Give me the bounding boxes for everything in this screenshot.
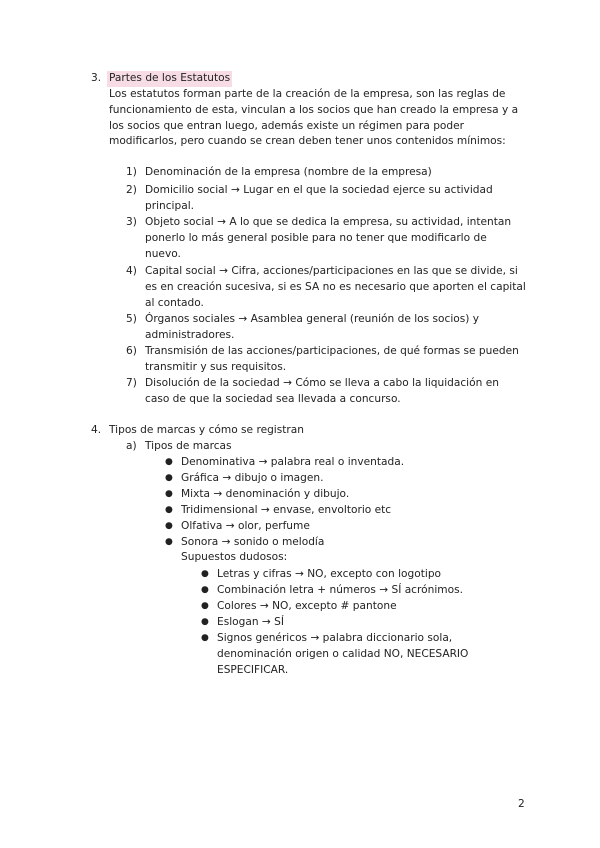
list-item: [145, 264, 526, 311]
list-item: [145, 312, 479, 344]
doubtful-case-item: Eslogan → SÍ: [217, 616, 285, 628]
bullet-icon: ●: [165, 521, 173, 531]
list-item-line: Capital social → Cifra, acciones/participaciones en las que se divide, si: [145, 265, 518, 277]
list-item-line: Domicilio social → Lugar en el que la sociedad ejerce su actividad: [145, 184, 493, 196]
list-item-line: Transmisión de las acciones/participaciones, de qué formas se pueden: [145, 345, 519, 357]
doubtful-cases-title: Supuestos dudosos:: [181, 551, 288, 563]
list-item: [145, 376, 499, 408]
intro-line: modificarlos, pero cuando se crean deben tener unos contenidos mínimos:: [109, 135, 506, 148]
brand-type-item: Tridimensional → envase, envoltorio etc: [181, 504, 392, 516]
list-item-line: Disolución de la sociedad → Cómo se lleva a cabo la liquidación en: [145, 377, 499, 389]
subsection-label: a): [126, 440, 137, 452]
doubtful-case-item: Letras y cifras → NO, excepto con logotipo: [217, 568, 442, 580]
doubtful-case-item: Colores → NO, excepto # pantone: [217, 600, 397, 612]
list-item-number: 3): [126, 216, 137, 228]
intro-line: los socios que entran luego, además existe un régimen para poder: [109, 119, 464, 132]
page-number: 2: [518, 798, 525, 810]
doubtful-case-item: [217, 631, 468, 678]
list-item-number: 2): [126, 184, 137, 196]
list-item-number: 5): [126, 313, 137, 325]
list-item-line: al contado.: [145, 296, 204, 309]
list-item-line: Objeto social → A lo que se dedica la empresa, su actividad, intentan: [145, 216, 512, 228]
section-3-title: Partes de los Estatutos: [107, 71, 232, 87]
bullet-icon: ●: [165, 505, 173, 515]
doubtful-case-line: Signos genéricos → palabra diccionario sola,: [217, 632, 453, 644]
section-3-number: 3.: [91, 72, 102, 84]
section-4-title: Tipos de marcas y cómo se registran: [109, 424, 304, 436]
list-item-line: caso de que la sociedad sea llevada a concurso.: [145, 392, 401, 405]
bullet-icon: ●: [165, 537, 173, 547]
list-item-number: 4): [126, 265, 137, 277]
section-3-intro: [109, 87, 518, 150]
list-item: [145, 215, 511, 262]
list-item-number: 6): [126, 345, 137, 357]
list-item-line: principal.: [145, 199, 195, 212]
list-item-number: 7): [126, 377, 137, 389]
brand-type-item: Mixta → denominación y dibujo.: [181, 488, 350, 500]
intro-line: funcionamiento de esta, vinculan a los socios que han creado la empresa y a: [109, 103, 519, 116]
list-item: [145, 344, 519, 376]
brand-type-item: Sonora → sonido o melodía: [181, 536, 325, 548]
brand-type-item: Gráfica → dibujo o imagen.: [181, 472, 324, 484]
list-item-line: es en creación sucesiva, si es SA no es necesario que aporten el capital: [145, 280, 526, 293]
list-item-number: 1): [126, 166, 137, 178]
list-item-line: nuevo.: [145, 247, 181, 260]
list-item-line: transmitir y sus requisitos.: [145, 360, 287, 373]
intro-line: Los estatutos forman parte de la creación de la empresa, son las reglas de: [109, 88, 506, 100]
list-item-line: Denominación de la empresa (nombre de la empresa): [145, 166, 432, 178]
list-item-line: administradores.: [145, 328, 235, 341]
bullet-icon: ●: [201, 617, 209, 627]
doubtful-case-item: Combinación letra + números → SÍ acrónimos.: [217, 584, 463, 596]
subsection-title: Tipos de marcas: [145, 440, 232, 452]
bullet-icon: ●: [201, 633, 209, 643]
list-item: [145, 183, 493, 215]
list-item-line: Órganos sociales → Asamblea general (reunión de los socios) y: [145, 313, 480, 325]
brand-type-item: Denominativa → palabra real o inventada.: [181, 456, 405, 468]
bullet-icon: ●: [201, 569, 209, 579]
list-item: [145, 165, 432, 181]
bullet-icon: ●: [165, 473, 173, 483]
section-4-number: 4.: [91, 424, 102, 436]
brand-type-item: Olfativa → olor, perfume: [181, 520, 310, 532]
bullet-icon: ●: [201, 601, 209, 611]
bullet-icon: ●: [201, 585, 209, 595]
doubtful-case-line: ESPECIFICAR.: [217, 663, 289, 676]
list-item-line: ponerlo lo más general posible para no tener que modificarlo de: [145, 231, 487, 244]
bullet-icon: ●: [165, 489, 173, 499]
bullet-icon: ●: [165, 457, 173, 467]
doubtful-case-line: denominación origen o calidad NO, NECESARIO: [217, 647, 469, 660]
